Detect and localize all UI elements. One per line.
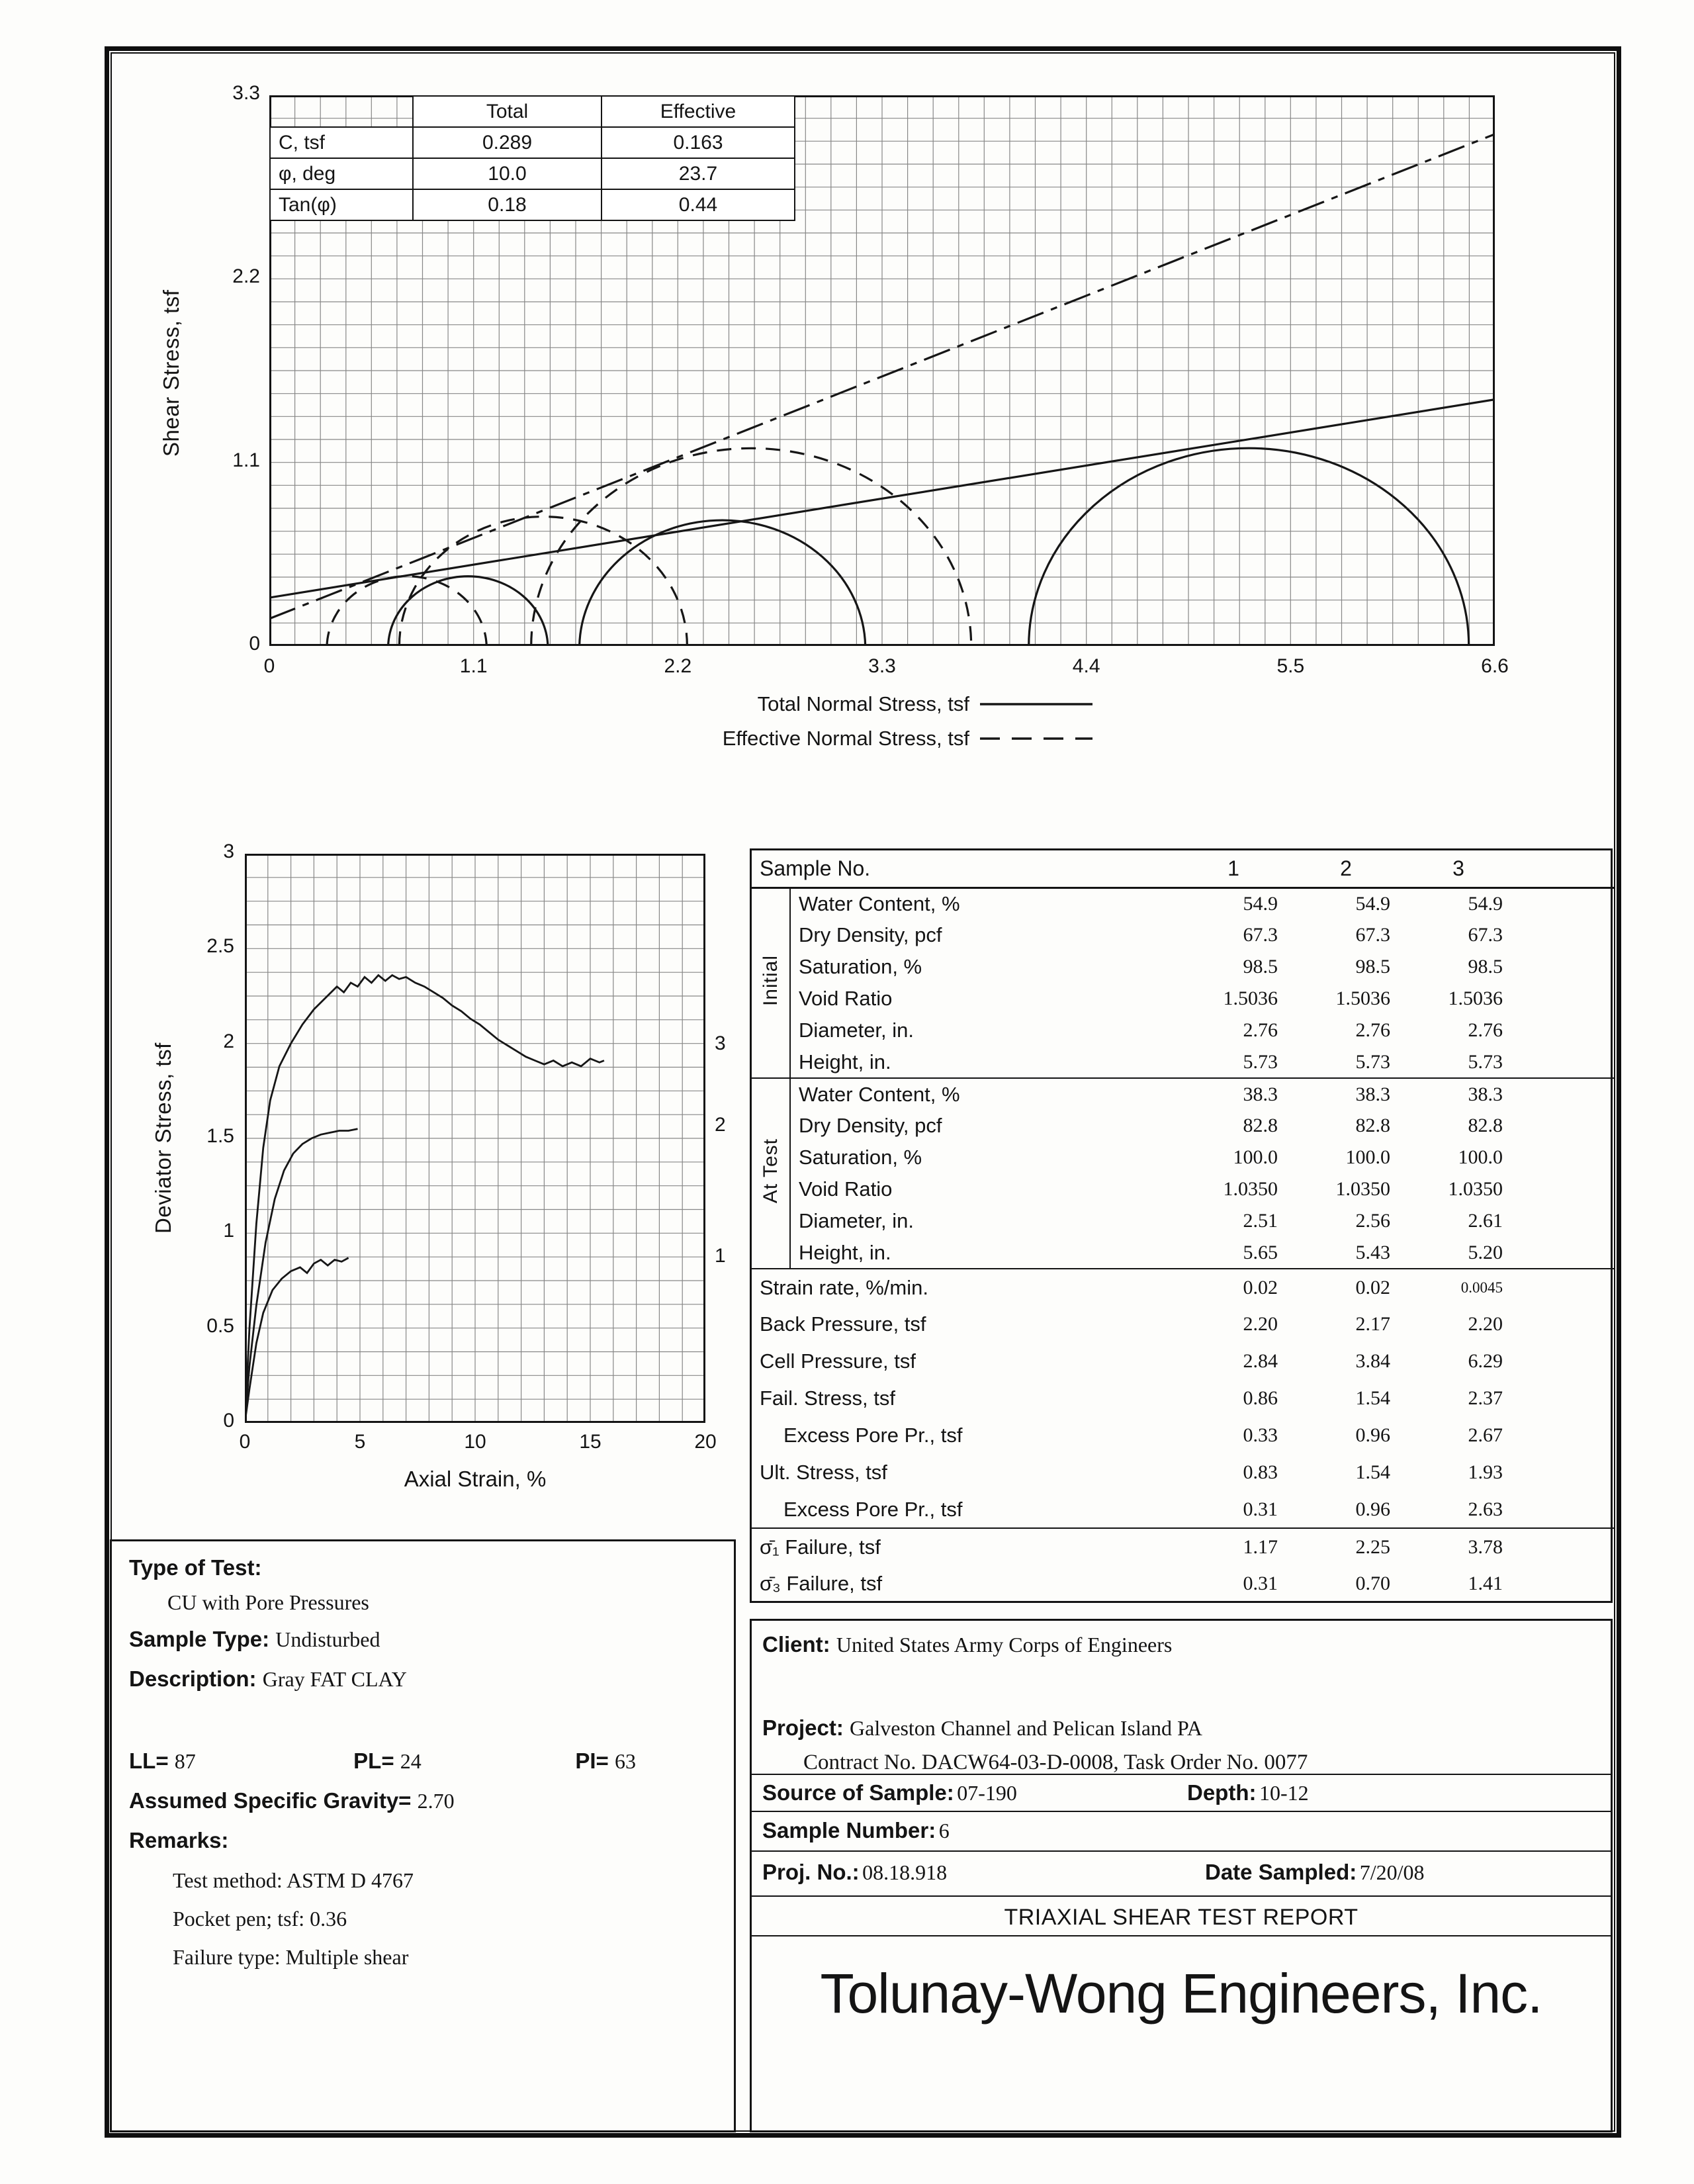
client-project-section <box>752 1621 1611 1774</box>
property-value: 5.43 <box>1290 1237 1402 1269</box>
sample-table-row <box>752 1173 1615 1205</box>
property-value: 100.0 <box>1345 1146 1390 1168</box>
property-value: 82.8 <box>1243 1115 1278 1136</box>
test-info-panel <box>110 1539 736 2132</box>
contract-row: Contract No. DACW64-03-D-0008, Task Order No. 0077 <box>803 1751 1308 1774</box>
strain-y-tick-label: 2.5 <box>206 935 234 958</box>
mohr-y-tick-label: 2.2 <box>232 265 260 288</box>
sample-table-row <box>752 1015 1615 1046</box>
property-value: 1.54 <box>1355 1387 1390 1409</box>
property-label: Void Ratio <box>799 987 893 1010</box>
property-label: Diameter, in. <box>799 1019 914 1042</box>
strain-x-tick-label: 15 <box>579 1431 602 1453</box>
type-of-test-label: Type of Test: <box>129 1555 262 1580</box>
params-row-label: Tan(φ) <box>270 189 413 220</box>
sample-table-row <box>752 951 1615 983</box>
params-row-label: φ, deg <box>270 158 413 189</box>
pi-item: PI= 63 <box>575 1749 636 1773</box>
strain-y-tick-label: 1.5 <box>206 1125 234 1147</box>
atterberg-row <box>129 1745 722 1777</box>
curve-number-label: 1 <box>715 1244 726 1267</box>
sample-table-row <box>752 1110 1615 1142</box>
property-value: 2.84 <box>1243 1350 1278 1372</box>
params-col-header: Effective <box>602 96 795 127</box>
sample-table-row <box>752 1142 1615 1173</box>
sample-table-row <box>752 1528 1615 1565</box>
strain-y-axis-label: Deviator Stress, tsf <box>151 1042 175 1234</box>
strain-y-tick-label: 1 <box>223 1220 234 1242</box>
property-value: 2.56 <box>1355 1210 1390 1232</box>
params-effective-value: 0.163 <box>602 127 795 158</box>
strength-params-table <box>269 95 795 221</box>
property-value: 0.96 <box>1355 1498 1390 1520</box>
sample-table-row <box>752 1565 1615 1602</box>
property-value: 67.3 <box>1243 924 1278 946</box>
property-value: 2.76 <box>1468 1019 1503 1041</box>
property-label: σ̄₁ Failure, tsf <box>752 1528 1177 1565</box>
group-label-initial: Initial <box>752 887 790 1078</box>
params-effective-value: 23.7 <box>602 158 795 189</box>
sample-table-row <box>752 887 1615 919</box>
mohr-x-tick-label: 4.4 <box>1072 655 1100 677</box>
params-header-row <box>270 96 795 127</box>
property-value: 82.8 <box>1468 1115 1503 1136</box>
strain-x-tick-label: 20 <box>694 1431 717 1453</box>
property-value: 5.65 <box>1177 1237 1290 1269</box>
property-value: 1.5036 <box>1335 987 1390 1009</box>
property-value: 0.02 <box>1355 1276 1390 1298</box>
sample-table-row <box>752 1078 1615 1110</box>
mohr-y-tick-label: 0 <box>249 633 260 655</box>
params-row <box>270 189 795 220</box>
mohr-x-tick-label: 3.3 <box>868 655 896 677</box>
ll-item: LL= 87 <box>129 1749 196 1773</box>
mohr-y-tick-label: 1.1 <box>232 449 260 471</box>
sample-table-row <box>752 1046 1615 1078</box>
params-effective-value: 0.44 <box>602 189 795 220</box>
property-value: 5.73 <box>1177 1046 1290 1078</box>
property-value: 0.31 <box>1243 1498 1278 1520</box>
property-value: 2.76 <box>1243 1019 1278 1041</box>
property-label: Fail. Stress, tsf <box>760 1387 895 1410</box>
project-info-panel <box>750 1619 1613 2132</box>
property-value: 1.0350 <box>1448 1178 1503 1200</box>
params-ghost-cell <box>270 96 413 127</box>
legend-effective-label: Effective Normal Stress, tsf <box>722 727 969 750</box>
project-row: Project: Galveston Channel and Pelican Island PA <box>762 1715 1202 1740</box>
property-value: 0.33 <box>1243 1424 1278 1446</box>
mohr-y-axis-label: Shear Stress, tsf <box>159 289 183 457</box>
sample-table-row <box>752 983 1615 1015</box>
specific-gravity-row: Assumed Specific Gravity= 2.70 <box>129 1788 455 1813</box>
sample-id-header: 3 <box>1402 850 1515 887</box>
strain-x-axis-label: Axial Strain, % <box>404 1467 547 1491</box>
report-title-section <box>752 1895 1611 1935</box>
sample-table-row <box>752 1237 1615 1269</box>
property-value: 38.3 <box>1243 1083 1278 1105</box>
property-value: 98.5 <box>1468 956 1503 978</box>
client-row: Client: United States Army Corps of Engineers <box>762 1632 1173 1657</box>
sample-table-row <box>752 1306 1615 1343</box>
mohr-legend <box>599 690 1092 758</box>
property-value: 67.3 <box>1355 924 1390 946</box>
property-value: 67.3 <box>1468 924 1503 946</box>
property-label: Saturation, % <box>799 1146 922 1169</box>
params-row <box>270 158 795 189</box>
sample-id-header: 2 <box>1290 850 1402 887</box>
type-of-test-row <box>129 1552 722 1584</box>
type-of-test-value: CU with Pore Pressures <box>167 1590 369 1614</box>
property-value: 2.17 <box>1355 1313 1390 1335</box>
property-value: 1.17 <box>1177 1528 1290 1565</box>
property-value: 0.96 <box>1355 1424 1390 1446</box>
sample-id-header: 1 <box>1177 850 1290 887</box>
client-value: United States Army Corps of Engineers <box>836 1633 1173 1657</box>
property-value: 1.5036 <box>1223 987 1278 1009</box>
sample-table-row <box>752 1380 1615 1417</box>
sample-table-row <box>752 919 1615 951</box>
sample-table-row <box>752 1343 1615 1380</box>
property-value: 54.9 <box>1243 892 1278 915</box>
remark-line: Test method: ASTM D 4767 <box>173 1868 414 1892</box>
property-value: 0.02 <box>1243 1276 1278 1298</box>
property-value: 1.0350 <box>1223 1178 1278 1200</box>
strain-y-tick-label: 0 <box>223 1410 234 1432</box>
property-value: 0.83 <box>1243 1461 1278 1483</box>
property-value: 0.86 <box>1243 1387 1278 1409</box>
description-value: Gray FAT CLAY <box>262 1667 407 1691</box>
params-total-value: 0.18 <box>413 189 602 220</box>
property-label: σ̄₃ Failure, tsf <box>760 1572 883 1595</box>
property-value: 100.0 <box>1233 1146 1278 1168</box>
remark-line: Failure type: Multiple shear <box>173 1945 409 1969</box>
sample-table-row <box>752 1205 1615 1237</box>
property-label: Dry Density, pcf <box>799 1114 942 1137</box>
sample-type-value: Undisturbed <box>275 1627 380 1651</box>
legend-row-total <box>599 690 1092 719</box>
property-value: 0.0045 <box>1460 1279 1503 1296</box>
property-value: 2.61 <box>1468 1210 1503 1232</box>
legend-dashed-line-icon <box>980 735 1092 742</box>
property-value: 1.41 <box>1468 1572 1503 1594</box>
property-label: Diameter, in. <box>799 1209 914 1232</box>
property-value: 82.8 <box>1355 1115 1390 1136</box>
sample-no-header: Sample No. <box>752 850 1177 887</box>
params-row-label: C, tsf <box>270 127 413 158</box>
property-label: Back Pressure, tsf <box>760 1312 926 1336</box>
property-value: 5.20 <box>1402 1237 1515 1269</box>
depth-item: Depth: 10-12 <box>1187 1780 1309 1805</box>
sample-table-row <box>752 1491 1615 1528</box>
property-value: 2.25 <box>1290 1528 1402 1565</box>
strain-y-tick-label: 0.5 <box>206 1314 234 1337</box>
legend-total-label: Total Normal Stress, tsf <box>757 692 969 715</box>
property-value: 38.3 <box>1468 1083 1503 1105</box>
property-value: 1.93 <box>1468 1461 1503 1483</box>
params-total-value: 10.0 <box>413 158 602 189</box>
remarks-label-row: Remarks: <box>129 1828 229 1852</box>
description-row: Description: Gray FAT CLAY <box>129 1666 407 1691</box>
property-value: 54.9 <box>1468 892 1503 915</box>
property-value: 98.5 <box>1355 956 1390 978</box>
sample-number-value: 6 <box>938 1819 950 1843</box>
property-value: 2.20 <box>1468 1313 1503 1335</box>
company-section <box>752 1935 1611 2130</box>
remark-line: Pocket pen; tsf: 0.36 <box>173 1907 347 1931</box>
property-label: Ult. Stress, tsf <box>760 1461 887 1484</box>
sample-table-header-row <box>752 850 1615 887</box>
property-label: Water Content, % <box>799 1082 960 1106</box>
property-value: 1.5036 <box>1448 987 1503 1009</box>
property-value: 54.9 <box>1355 892 1390 915</box>
property-value: 100.0 <box>1458 1146 1503 1168</box>
property-value: 38.3 <box>1355 1083 1390 1105</box>
property-label: Dry Density, pcf <box>799 923 942 946</box>
mohr-x-tick-label: 0 <box>263 655 275 677</box>
stress-strain-chart <box>245 854 705 1423</box>
property-label: Height, in. <box>790 1237 1177 1269</box>
sample-table-row <box>752 1454 1615 1491</box>
property-value: 3.84 <box>1355 1350 1390 1372</box>
property-label: Saturation, % <box>799 955 922 978</box>
property-value: 2.51 <box>1243 1210 1278 1232</box>
property-value: 5.73 <box>1290 1046 1402 1078</box>
pl-item: PL= 24 <box>353 1749 422 1773</box>
property-value: 6.29 <box>1468 1350 1503 1372</box>
source-depth-section: Source of Sample: 07-190 Depth: 10-12 <box>752 1774 1611 1811</box>
property-label: Strain rate, %/min. <box>760 1275 928 1299</box>
params-total-value: 0.289 <box>413 127 602 158</box>
date-sampled-item: Date Sampled: 7/20/08 <box>1205 1860 1425 1884</box>
params-col-header: Total <box>413 96 602 127</box>
mohr-y-tick-label: 3.3 <box>232 82 260 104</box>
property-label: Excess Pore Pr., tsf <box>783 1497 963 1521</box>
legend-solid-line-icon <box>980 701 1092 707</box>
mohr-x-tick-label: 1.1 <box>459 655 488 677</box>
company-name: Tolunay-Wong Engineers, Inc. <box>820 1962 1542 2025</box>
group-label-at-test: At Test <box>752 1078 790 1269</box>
sample-table-row <box>752 1417 1615 1454</box>
property-value: 2.76 <box>1355 1019 1390 1041</box>
curve-number-label: 2 <box>715 1113 726 1136</box>
report-title: TRIAXIAL SHEAR TEST REPORT <box>1004 1905 1359 1930</box>
property-value: 0.70 <box>1355 1572 1390 1594</box>
sample-type-row: Sample Type: Undisturbed <box>129 1627 380 1651</box>
mohr-x-tick-label: 5.5 <box>1276 655 1305 677</box>
property-value: 2.63 <box>1468 1498 1503 1520</box>
property-label: Excess Pore Pr., tsf <box>783 1424 963 1447</box>
property-value: 2.67 <box>1468 1424 1503 1446</box>
sample-data-table <box>752 850 1615 1602</box>
params-row <box>270 127 795 158</box>
project-value: Galveston Channel and Pelican Island PA <box>850 1716 1202 1740</box>
property-value: 2.37 <box>1468 1387 1503 1409</box>
strain-y-tick-label: 2 <box>223 1030 234 1052</box>
mohr-x-tick-label: 6.6 <box>1481 655 1509 677</box>
source-value: 07-190 <box>957 1781 1017 1805</box>
property-value: 2.20 <box>1243 1313 1278 1335</box>
strain-y-tick-label: 3 <box>223 841 234 862</box>
curve-number-label: 3 <box>715 1032 726 1054</box>
strain-x-tick-label: 10 <box>464 1431 486 1453</box>
property-value: 0.31 <box>1243 1572 1278 1594</box>
sample-data-panel <box>750 848 1613 1603</box>
proj-no-section: Proj. No.: 08.18.918 Date Sampled: 7/20/08 <box>752 1850 1611 1895</box>
property-label: Water Content, % <box>799 891 960 915</box>
legend-row-effective <box>599 724 1092 753</box>
property-value: 5.73 <box>1402 1046 1515 1078</box>
property-value: 1.0350 <box>1335 1178 1390 1200</box>
strain-x-tick-label: 5 <box>354 1431 366 1453</box>
property-label: Cell Pressure, tsf <box>760 1349 916 1373</box>
property-value: 98.5 <box>1243 956 1278 978</box>
property-value: 1.54 <box>1355 1461 1390 1483</box>
mohr-x-tick-label: 2.2 <box>664 655 692 677</box>
sample-table-row <box>752 1269 1615 1306</box>
strain-x-tick-label: 0 <box>239 1431 251 1453</box>
property-label: Void Ratio <box>799 1177 893 1201</box>
sample-number-section: Sample Number: 6 <box>752 1811 1611 1850</box>
property-value: 3.78 <box>1402 1528 1515 1565</box>
property-label: Height, in. <box>790 1046 1177 1078</box>
proj-no-value: 08.18.918 <box>862 1860 948 1884</box>
